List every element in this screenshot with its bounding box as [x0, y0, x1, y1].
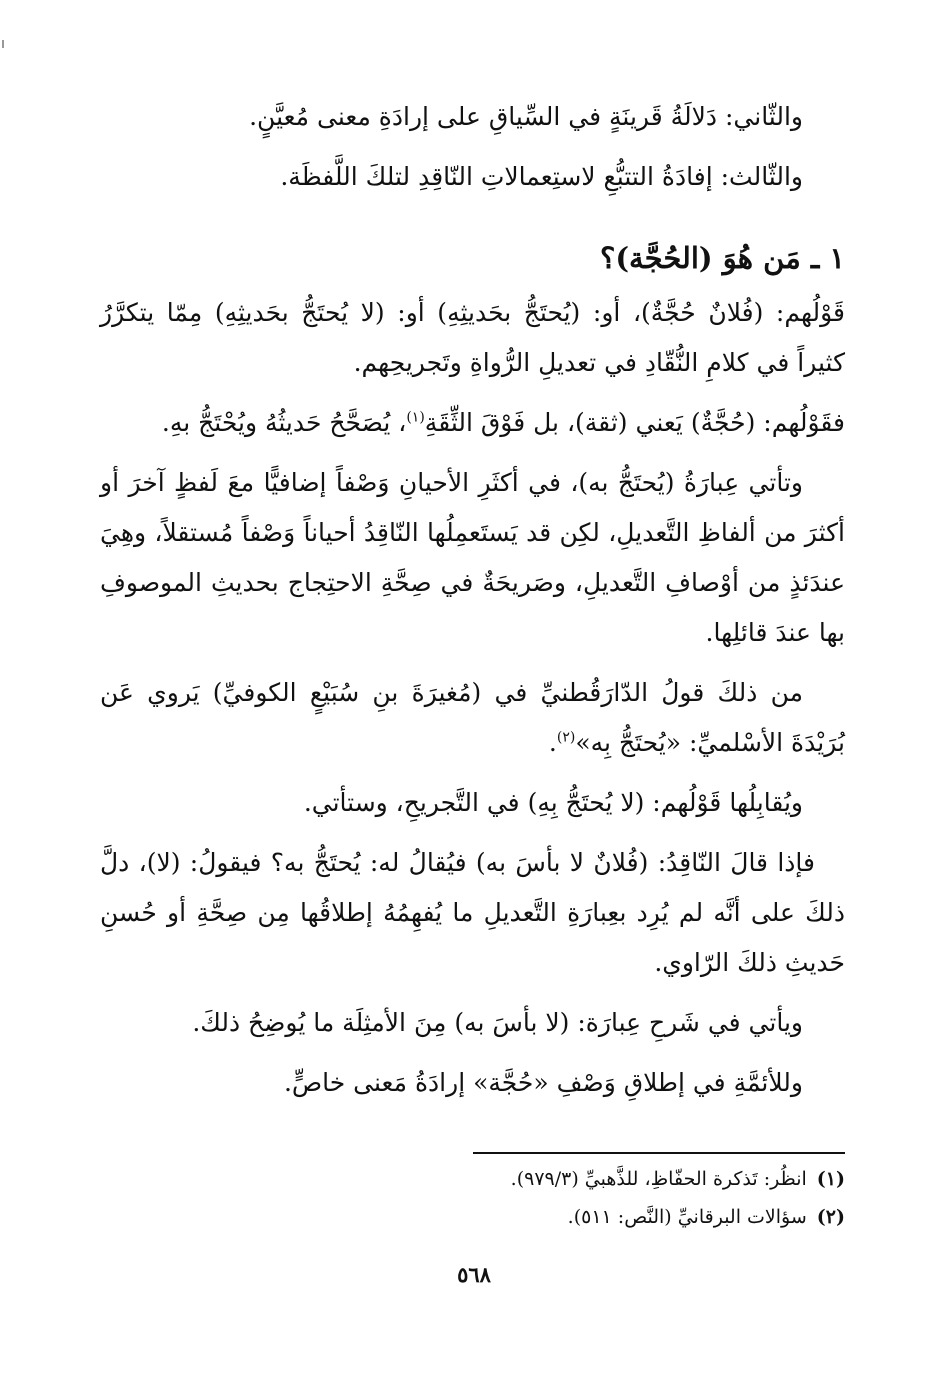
page-body — [100, 92, 845, 1118]
paragraph-usage: وتأتي عِبارَةُ (يُحتَجُّ به)، في أكثَرِ الأحيانِ وَصْفاً إضافيًّا معَ لَفظٍ آخرَ أو أكثرَ من ألفاظِ التَّعديلِ، لكِن قد يَستَعمِلُها النّاقِدُ أحياناً وَصْفاً مُستقلاً، وهِيَ عندَئذٍ من أوْصافِ التَّعديلِ، وصَريحَةٌ في صِحَّةِ الاحتِجاج بحديثِ الموصوفِ بها عندَ قائلِها. — [100, 468, 845, 647]
paragraph-opposite: ويُقابِلُها قَوْلُهم: (لا يُحتَجُّ بِهِ) في التَّجريحِ، وستأتي. — [303, 788, 803, 817]
paragraph-condition: فإذا قالَ النّاقِدُ: (فُلانٌ لا بأسَ به) فيُقالُ له: يُحتَجُّ به؟ فيقولُ: (لا)، دلَّ ذلكَ على أنَّه لم يُرِد بعِبارَةِ التَّعديلِ ما يُفهِمُهُ إطلاقُها مِن صِحَّةِ أو حُسنِ حَديثِ ذلكَ الرّاوي. — [100, 848, 845, 977]
page-number: ٥٦٨ — [457, 1262, 491, 1287]
section-heading: ١ ـ مَن هُوَ (الحُجَّة)؟ — [599, 241, 845, 275]
paragraph-example-text-b: . — [548, 728, 557, 757]
footnote-2 — [100, 1198, 845, 1236]
paragraph-hujja-meaning-text-b: ، يُصَحَّحُ حَديثُهُ ويُحْتَجُّ بهِ. — [161, 408, 407, 437]
footnote-ref-2[interactable]: (٢) — [556, 729, 576, 746]
paragraph-see-also: ويأتي في شَرحِ عِبارَة: (لا بأسَ به) مِنَ الأمثِلَة ما يُوضِحُ ذلكَ. — [192, 1008, 803, 1037]
paragraph-imams: وللأئمَّةِ في إطلاقِ وَصْفِ «حُجَّة» إرادَةُ مَعنى خاصٍّ. — [283, 1068, 803, 1097]
paragraph-hujja-meaning-text-a: فقَوْلُهم: (حُجَّةٌ) يَعني (ثقة)، بل فَوْقَ الثِّقَةِ — [424, 408, 845, 437]
footnote-number: (٢) — [816, 1206, 845, 1228]
footnote-ref-1[interactable]: (١) — [406, 409, 425, 426]
paragraph-intro: قَوْلُهم: (فُلانٌ حُجَّةٌ)، أو: (يُحتَجُّ بحَديثِهِ) أو: (لا يُحتَجُّ بحَديثِهِ) مِمّا يتكرَّرُ كثيراً في كلامِ النُّقّادِ في تعديلِ الرُّواةِ وتَجريحِهم. — [100, 298, 845, 377]
paragraph-second-point: والثّاني: دَلالَةُ قَرينَةٍ في السِّياقِ على إرادَةِ معنى مُعيَّنٍ. — [249, 102, 803, 131]
footnote-text: سؤالات البرقانيِّ (النَّص: ٥١١). — [567, 1206, 807, 1228]
footnote-number: (١) — [816, 1168, 845, 1190]
footnote-1 — [100, 1160, 845, 1198]
paragraph-example — [100, 668, 845, 768]
paragraph-hujja-meaning — [100, 398, 845, 448]
footnote-divider — [473, 1152, 845, 1154]
paragraph-example-text-a: من ذلكَ قولُ الدّارَقُطنيِّ في (مُغيرَةَ بنِ سُبَيْعٍ الكوفيِّ) يَروي عَن بُرَيْدَةَ الأسْلميِّ: «يُحتَجُّ بِه» — [100, 678, 845, 757]
paragraph-third-point: والثّالث: إفادَةُ التتبُّعِ لاستِعمالاتِ النّاقِدِ لتلكَ اللَّفظَة. — [280, 162, 803, 191]
footnote-text: انظُر: تَذكرة الحفّاظِ، للذَّهبيِّ (٩٧٩/٣). — [510, 1168, 807, 1190]
footnotes — [100, 1152, 845, 1236]
margin-mark — [2, 40, 4, 48]
